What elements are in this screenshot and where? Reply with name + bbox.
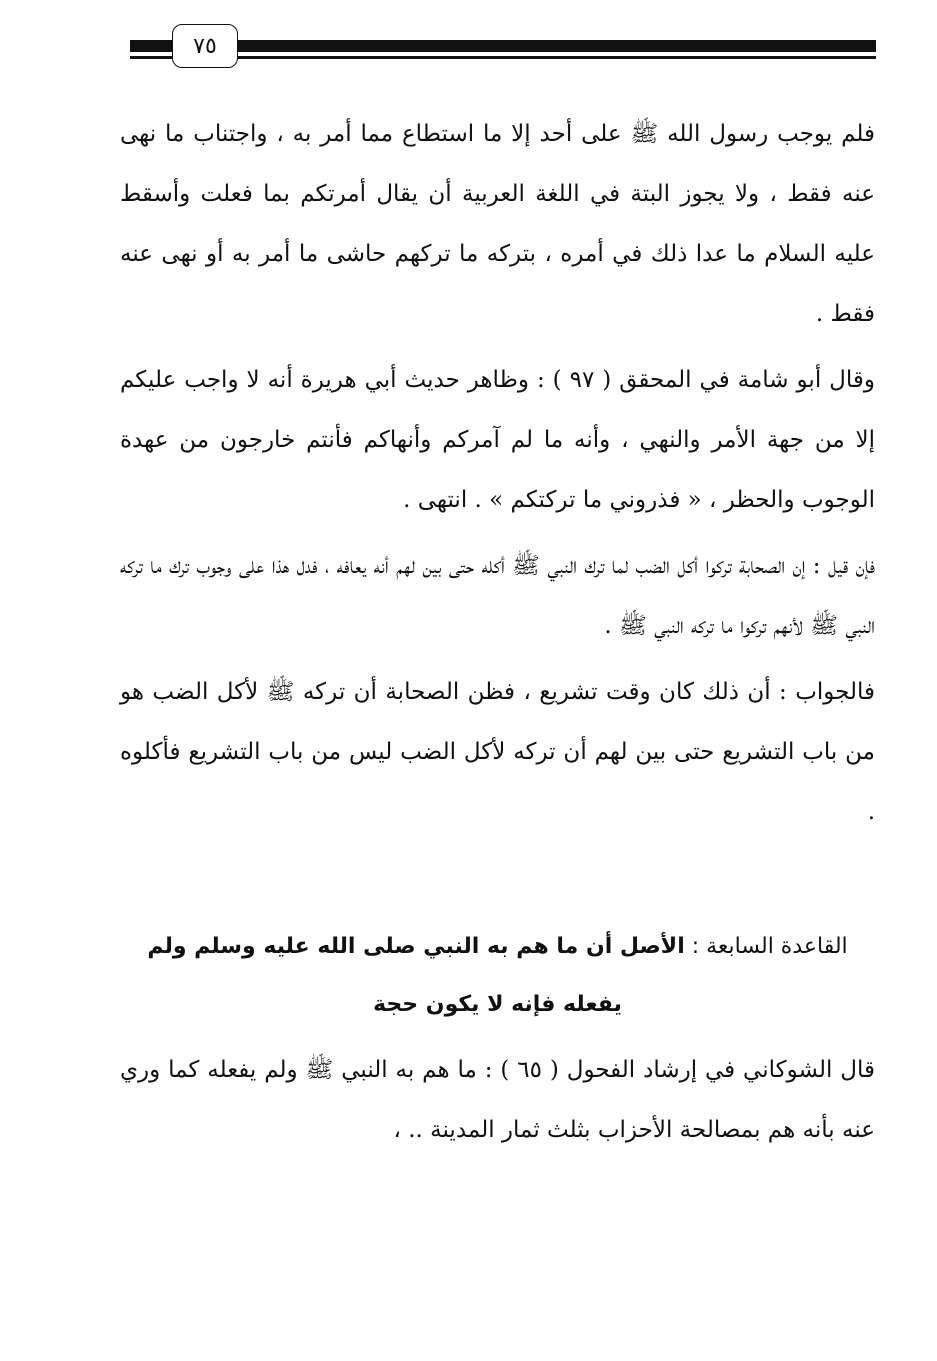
header-rule-thick-left	[130, 40, 176, 52]
rule-heading	[120, 918, 875, 1034]
final-paragraph: قال الشوكاني في إرشاد الفحول ( ٦٥ ) : ما هم به النبي ﷺ ولم يفعله كما وري عنه بأنه هم بمصالحة الأحزاب بثلث ثمار المدينة .. ،	[120, 1057, 875, 1143]
header-rule-thin-left	[130, 56, 176, 59]
rule-heading-text: الأصل أن ما هم به النبي صلى الله عليه وسلم ولم يفعله فإنه لا يكون حجة	[147, 934, 685, 1017]
page-body	[120, 104, 875, 1160]
paragraph-2: وقال أبو شامة في المحقق ( ٩٧ ) : وظاهر حديث أبي هريرة أنه لا واجب عليكم إلا من جهة الأمر والنهي ، وأنه ما لم آمركم وأنهاكم فأنتم خارجون من عهدة الوجوب والحظر ، « فذروني ما تركتكم » . انتهى .	[120, 367, 875, 513]
page-number: ٧٥	[172, 24, 238, 68]
header-rule-thick-right	[236, 40, 876, 52]
rule-heading-label: القاعدة السابعة :	[691, 934, 848, 959]
page-header	[0, 0, 937, 80]
paragraph-4: فالجواب : أن ذلك كان وقت تشريع ، فظن الصحابة أن تركه ﷺ لأكل الضب هو من باب التشريع حتى بين لهم أن تركه لأكل الضب ليس من باب التشريع فأكلوه .	[120, 679, 875, 825]
header-rule-thin-right	[236, 56, 876, 59]
section-gap	[120, 842, 875, 918]
paragraph-3: فإن قيل : إن الصحابة تركوا أكل الضب لما ترك النبي ﷺ أكله حتى بين لهم أنه يعافه ، فدل هذا على وجوب ترك ما تركه النبي ﷺ لأنهم تركوا ما تركه النبي ﷺ .	[120, 553, 875, 639]
paragraph-1: فلم يوجب رسول الله ﷺ على أحد إلا ما استطاع مما أمر به ، واجتناب ما نهى عنه فقط ، ولا يجوز البتة في اللغة العربية أن يقال أمرتكم بما فعلت وأسقط عليه السلام ما عدا ذلك في أمره ، بتركه ما تركهم حاشى ما أمر به أو نهى عنه فقط .	[120, 121, 875, 327]
